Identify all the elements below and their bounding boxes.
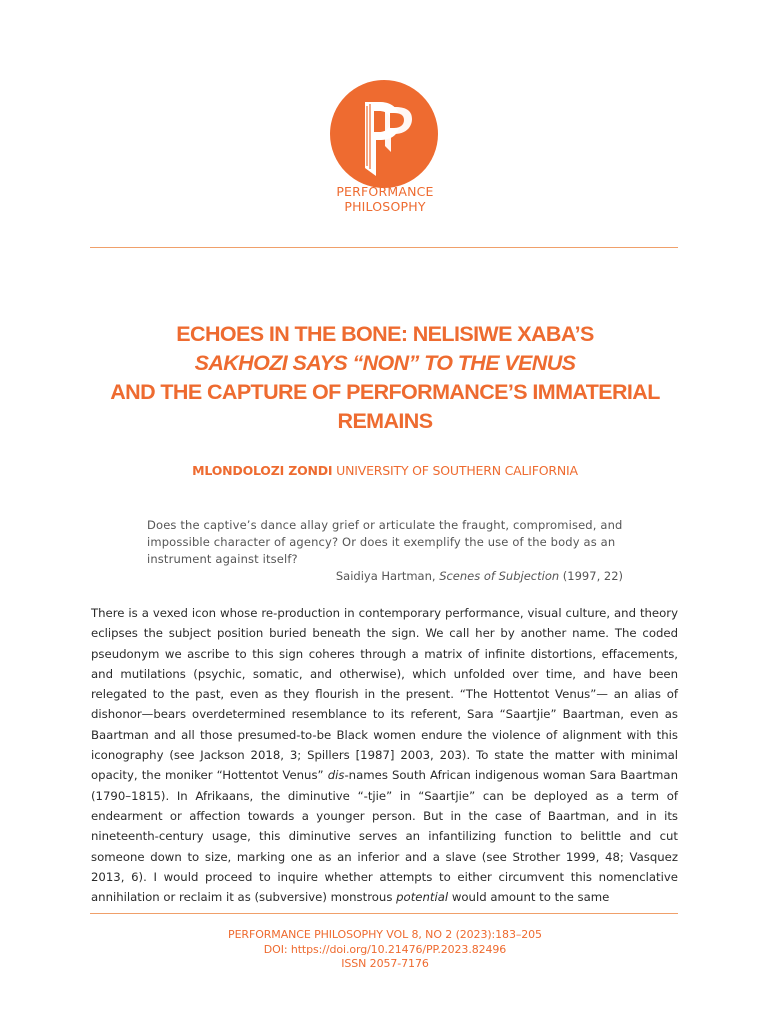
- body-text-potential: potential: [396, 890, 449, 905]
- epigraph-author: Saidiya Hartman,: [335, 569, 440, 583]
- epigraph-source-title: Scenes of Subjection: [439, 569, 560, 583]
- pp-logo-icon: [330, 80, 438, 188]
- body-text-part1: There is a vexed icon whose re-production in contemporary performance, visual culture, and theory eclipses the subject position buried beneath the sign. We call her by another name. The coded pseudonym we ascribe to this sign coheres through a matrix of infinite distortions, effacements, and mutilations (psychic, somatic, and otherwise), which unfolded over time, and have been relegated to the past, even as they flourish in the present. “The Hottentot Venus”— an alias of dishonor—bears overdetermined resemblance to its referent, Sara “Saartjie” Baartman, even as Baartman and all those presumed-to-be Black women endure the violence of alignment with this iconography (see Jackson 2018, 3; Spillers [1987] 2003, 203). To state the matter with minimal opacity, the moniker “Hottentot Venus”: [91, 606, 678, 783]
- footer-divider: [90, 913, 678, 914]
- title-line-3: AND THE CAPTURE OF PERFORMANCE’S IMMATERIAL: [110, 380, 660, 404]
- journal-logo-icon: [330, 80, 438, 188]
- author-name: MLONDOLOZI ZONDI: [192, 463, 333, 478]
- body-text-part2: -names South African indigenous woman Sara Baartman (1790–1815). In Afrikaans, the diminutive “-tjie” in “Saartjie” can be deployed as a term of endearment or affection towards a younger person. But in the case of Baartman, and in its nineteenth-century usage, this diminutive serves an infantilizing function to belittle and cut someone down to size, marking one as an inferior and a slave (see Strother 1999, 48; Vasquez 2013, 6). I would proceed to inquire whether attempts to either circumvent this nomenclative annihilation or reclaim it as (subversive) monstrous: [91, 768, 678, 905]
- epigraph-year: (1997, 22): [559, 569, 623, 583]
- body-paragraph: [91, 603, 678, 905]
- journal-name-line1: PERFORMANCE: [336, 184, 434, 199]
- journal-name-line2: PHILOSOPHY: [344, 199, 426, 214]
- body-text-part3: would amount to the same: [448, 890, 610, 905]
- footer-issn: ISSN 2057-7176: [341, 957, 429, 970]
- title-line-2: SAKHOZI SAYS “NON” TO THE VENUS: [194, 351, 576, 375]
- article-title: [60, 320, 710, 436]
- journal-name: [0, 184, 770, 214]
- footer: [0, 928, 770, 972]
- author-affiliation: UNIVERSITY OF SOUTHERN CALIFORNIA: [336, 463, 578, 478]
- header-divider: [90, 247, 678, 248]
- title-line-1: ECHOES IN THE BONE: NELISIWE XABA’S: [176, 322, 594, 346]
- epigraph-attribution: [147, 568, 623, 585]
- title-line-4: REMAINS: [337, 409, 433, 433]
- footer-citation: PERFORMANCE PHILOSOPHY VOL 8, NO 2 (2023):183–205: [228, 928, 542, 941]
- byline: [0, 463, 770, 478]
- footer-doi[interactable]: DOI: https://doi.org/10.21476/PP.2023.82496: [263, 942, 507, 956]
- epigraph-quote: Does the captive’s dance allay grief or articulate the fraught, compromised, and impossible character of agency? Or does it exemplify the use of the body as an instrument against itself?: [147, 518, 623, 566]
- body-text-dis: dis: [327, 768, 345, 783]
